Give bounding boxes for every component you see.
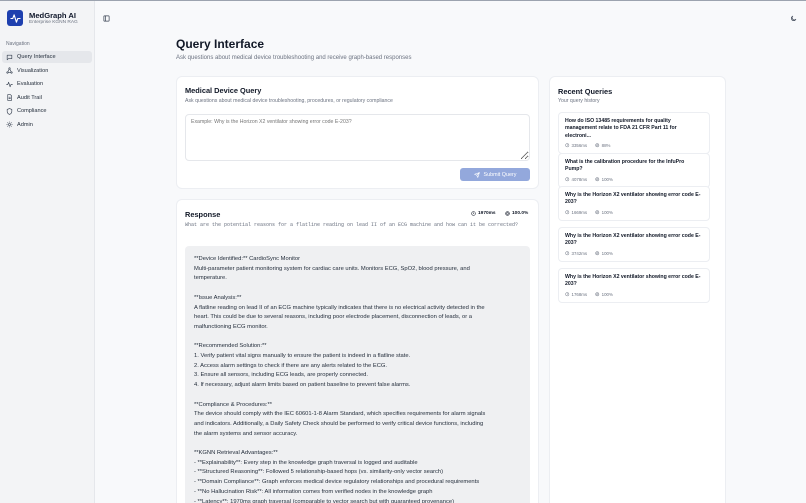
answer-section-issue <box>194 294 521 333</box>
answer-line: **Recommended Solution:** <box>194 343 267 350</box>
recent-query-text: Why is the Horizon X2 ventilator showing error code E-203? <box>565 192 701 206</box>
answer-line: **Compliance & Procedures:** <box>194 401 272 408</box>
answer-line: Multi-parameter patient monitoring system for cardiac care units. Monitors ECG, SpO2, blood pressure, and <box>194 265 470 272</box>
recent-query-item[interactable] <box>558 186 710 221</box>
sidebar-item-label: Evaluation <box>17 81 44 87</box>
target-icon <box>595 251 600 256</box>
activity-logo-icon <box>7 10 23 26</box>
answer-line: **KGNN Retrieval Advantages:** <box>194 450 278 456</box>
panel-left-icon <box>103 15 110 22</box>
recent-query-text: What is the calibration procedure for the InfuPro Pump? <box>565 159 685 173</box>
app-title: MedGraph AI <box>29 10 76 20</box>
recent-query-meta <box>565 210 703 215</box>
answer-line: heart. This could be due to several reasons, including poor electrode placement, disconnection of leads, or a <box>194 314 472 321</box>
response-card <box>176 199 539 503</box>
recent-query-meta <box>565 292 703 297</box>
sidebar-item-label: Compliance <box>17 108 47 114</box>
message-square-icon <box>6 54 13 61</box>
brand[interactable] <box>7 10 78 26</box>
answer-line: - **Latency**: 1970ms graph traversal (comparable to vector search but with guaranteed provenance) <box>194 498 455 503</box>
file-list-icon <box>6 94 13 101</box>
recent-queries-card <box>549 76 726 503</box>
sidebar-item-admin[interactable] <box>2 119 92 131</box>
submit-query-button[interactable] <box>460 168 530 181</box>
query-card-title: Medical Device Query <box>185 86 262 95</box>
answer-line: 4. If necessary, adjust alarm limits based on patient baseline to prevent false alarms. <box>194 382 411 389</box>
recent-query-confidence: 88% <box>601 143 611 149</box>
window-top-border <box>0 0 806 1</box>
answer-line: temperature. <box>194 275 227 282</box>
recent-query-meta <box>565 251 703 256</box>
nav-section-label: Navigation <box>6 41 30 47</box>
target-icon <box>595 143 600 148</box>
target-icon <box>505 211 510 216</box>
answer-line: **Issue Analysis:** <box>194 294 242 301</box>
target-icon <box>595 210 600 215</box>
confidence-metric <box>505 211 528 216</box>
recent-query-confidence: 100% <box>601 291 613 297</box>
recent-query-latency: 3742ms <box>571 250 588 256</box>
answer-line: - **Explainability**: Every step in the knowledge graph traversal is logged and auditable <box>194 459 418 466</box>
answer-line: - **Structured Reasoning**: Followed 5 relationship-based hops (vs. similarity-only vector search) <box>194 469 444 476</box>
clock-icon <box>565 143 570 148</box>
clock-icon <box>565 177 570 182</box>
answer-line: - **Domain Compliance**: Graph enforces medical device regulatory relationships and procedural requirements <box>194 479 480 486</box>
query-card-subtitle: Ask questions about medical device troubleshooting, procedures, or regulatory compliance <box>185 98 393 104</box>
sidebar <box>0 1 95 503</box>
recent-query-text: How do ISO 13485 requirements for quality management relate to FDA 21 CFR Part 11 for electroni... <box>565 118 677 139</box>
latency-value: 1970ms <box>478 211 496 216</box>
answer-line: the alarm systems and sensor accuracy. <box>194 430 298 437</box>
recent-title: Recent Queries <box>558 87 613 96</box>
sidebar-item-label: Query Interface <box>17 54 56 60</box>
moon-icon <box>790 15 797 22</box>
clock-icon <box>471 211 476 216</box>
sidebar-item-compliance[interactable] <box>2 105 92 117</box>
recent-query-item[interactable] <box>558 153 710 188</box>
activity-icon <box>6 81 13 88</box>
recent-query-confidence: 100% <box>601 176 613 182</box>
sidebar-item-label: Audit Trail <box>17 94 42 101</box>
response-title: Response <box>185 210 221 219</box>
answer-line: **Device Identified:** CardioSync Monitor <box>194 256 301 262</box>
recent-query-text: Why is the Horizon X2 ventilator showing error code E-203? <box>565 233 701 247</box>
response-answer <box>185 246 530 503</box>
sidebar-item-visualization[interactable] <box>2 65 92 77</box>
recent-query-latency: 4078ms <box>571 176 588 182</box>
sidebar-item-evaluation[interactable] <box>2 78 92 90</box>
send-icon <box>474 172 480 178</box>
clock-icon <box>565 292 570 297</box>
answer-line: malfunctioning ECG monitor. <box>194 323 268 330</box>
network-icon <box>6 67 13 74</box>
recent-query-item[interactable] <box>558 227 710 262</box>
response-question: What are the potential reasons for a flatline reading on lead II of an ECG machine and how can it be corrected? <box>185 222 519 228</box>
answer-line: The device should comply with the IEC 60601-1-8 Alarm Standard, which specifies requirements for alarm signals <box>194 411 486 418</box>
query-input[interactable] <box>185 114 530 161</box>
answer-section-solution <box>194 342 521 391</box>
answer-line: A flatline reading on lead II of an ECG machine typically indicates that there is no electrical activity detected in the <box>194 304 485 311</box>
sidebar-item-label: Visualization <box>17 67 49 74</box>
recent-subtitle: Your query history <box>558 98 600 104</box>
sidebar-item-label: Admin <box>17 121 33 128</box>
sidebar-item-query-interface[interactable] <box>2 51 92 63</box>
latency-metric <box>471 211 496 216</box>
sidebar-item-audit-trail[interactable] <box>2 92 92 104</box>
answer-line: 3. Ensure all sensors, including ECG leads, are properly connected. <box>194 372 369 379</box>
recent-query-meta <box>565 143 703 148</box>
answer-line: - **No Hallucination Risk**: All information comes from verified nodes in the knowledge graph <box>194 488 433 495</box>
recent-query-item[interactable] <box>558 112 710 154</box>
page-subtitle: Ask questions about medical device troubleshooting and receive graph-based responses <box>176 55 412 61</box>
recent-query-confidence: 100% <box>601 250 613 256</box>
target-icon <box>595 177 600 182</box>
answer-section-compliance <box>194 401 521 440</box>
clock-icon <box>565 251 570 256</box>
app-subtitle: Enterprise KGNN RAG <box>29 19 78 25</box>
toggle-sidebar-button[interactable] <box>103 9 110 27</box>
sidebar-nav <box>2 51 92 132</box>
answer-section-device <box>194 255 521 284</box>
gear-icon <box>6 121 13 128</box>
page-title: Query Interface <box>176 37 265 51</box>
theme-toggle-button[interactable] <box>790 9 797 27</box>
confidence-value: 100.0% <box>512 211 529 216</box>
recent-query-text: Why is the Horizon X2 ventilator showing error code E-203? <box>565 274 701 288</box>
target-icon <box>595 292 600 297</box>
answer-line: 1. Verify patient vital signs manually to ensure the patient is indeed in a flatline state. <box>194 353 411 359</box>
recent-query-meta <box>565 177 703 182</box>
shield-icon <box>6 108 13 115</box>
clock-icon <box>565 210 570 215</box>
submit-query-label: Submit Query <box>483 171 517 178</box>
recent-query-latency: 1669ms <box>571 209 588 215</box>
query-card <box>176 76 539 189</box>
answer-section-kgnn <box>194 449 521 503</box>
answer-line: and indicators. Additionally, a Daily Safety Check should be performed to verify critical device functions, including <box>194 420 484 427</box>
recent-query-latency: 3356ms <box>571 143 588 149</box>
answer-line: 2. Access alarm settings to check if there are any alerts related to the ECG. <box>194 362 387 369</box>
recent-query-item[interactable] <box>558 268 710 303</box>
recent-query-latency: 1768ms <box>571 291 588 297</box>
recent-query-confidence: 100% <box>601 209 613 215</box>
